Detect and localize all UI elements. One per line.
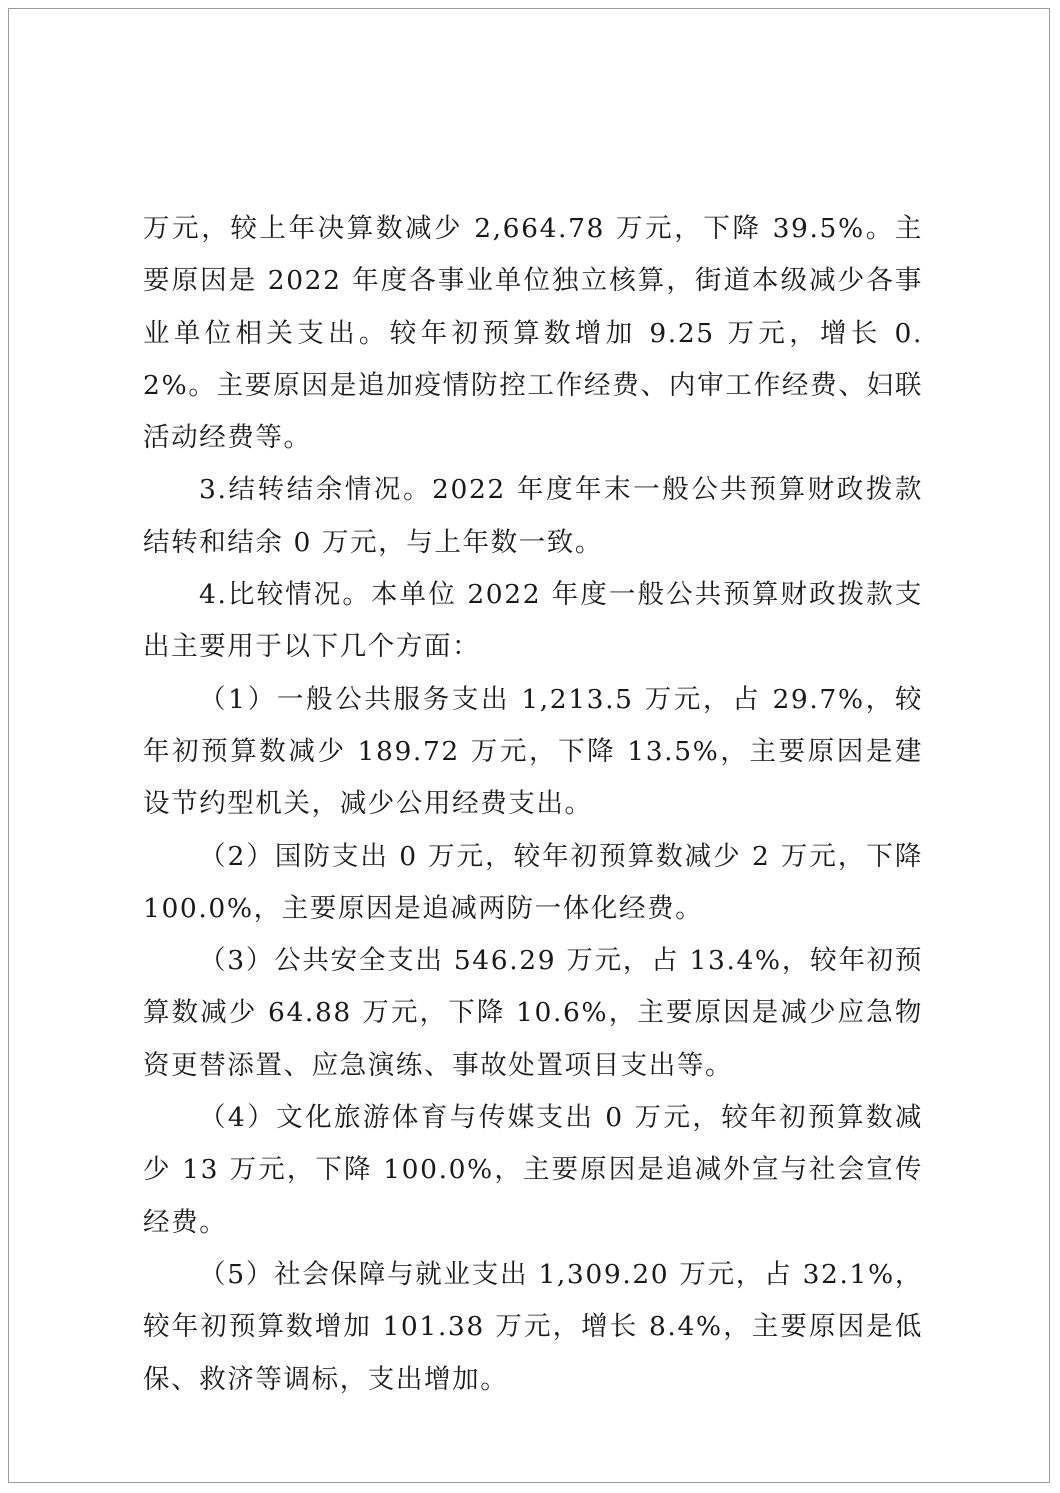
paragraph-comparison-intro: 4.比较情况。本单位 2022 年度一般公共预算财政拨款支出主要用于以下几个方面： — [143, 579, 923, 663]
paragraph-public-security: （3）公共安全支出 546.29 万元，占 13.4%，较年初预算数减少 64.88 万元，下降 10.6%，主要原因是减少应急物资更替添置、应急演练、事故处置项目支出等。 — [143, 945, 923, 1081]
paragraph-carryover-balance: 3.结转结余情况。2022 年度年末一般公共预算财政拨款结转和结余 0 万元，与上年数一致。 — [143, 474, 923, 558]
document-body — [143, 203, 923, 1406]
paragraph-national-defense: （2）国防支出 0 万元，较年初预算数减少 2 万元，下降 100.0%，主要原因是追减两防一体化经费。 — [143, 840, 923, 924]
paragraph-continued-expenditure: 万元，较上年决算数减少 2,664.78 万元，下降 39.5%。主要原因是 2022 年度各事业单位独立核算，街道本级减少各事业单位相关支出。较年初预算数增加 9.25 万元，增长 0.2%。主要原因是追加疫情防控工作经费、内审工作经费、妇联活动经费等。 — [143, 213, 923, 454]
document-page — [8, 8, 1050, 1483]
paragraph-general-public-services: （1）一般公共服务支出 1,213.5 万元，占 29.7%，较年初预算数减少 189.72 万元，下降 13.5%，主要原因是建设节约型机关，减少公用经费支出。 — [143, 683, 923, 820]
paragraph-social-security-employment: （5）社会保障与就业支出 1,309.20 万元，占 32.1%，较年初预算数增加 101.38 万元，增长 8.4%，主要原因是低保、救济等调标，支出增加。 — [143, 1258, 923, 1395]
paragraph-culture-tourism-sports-media: （4）文化旅游体育与传媒支出 0 万元，较年初预算数减少 13 万元，下降 100.0%，主要原因是追减外宣与社会宣传经费。 — [143, 1102, 923, 1238]
